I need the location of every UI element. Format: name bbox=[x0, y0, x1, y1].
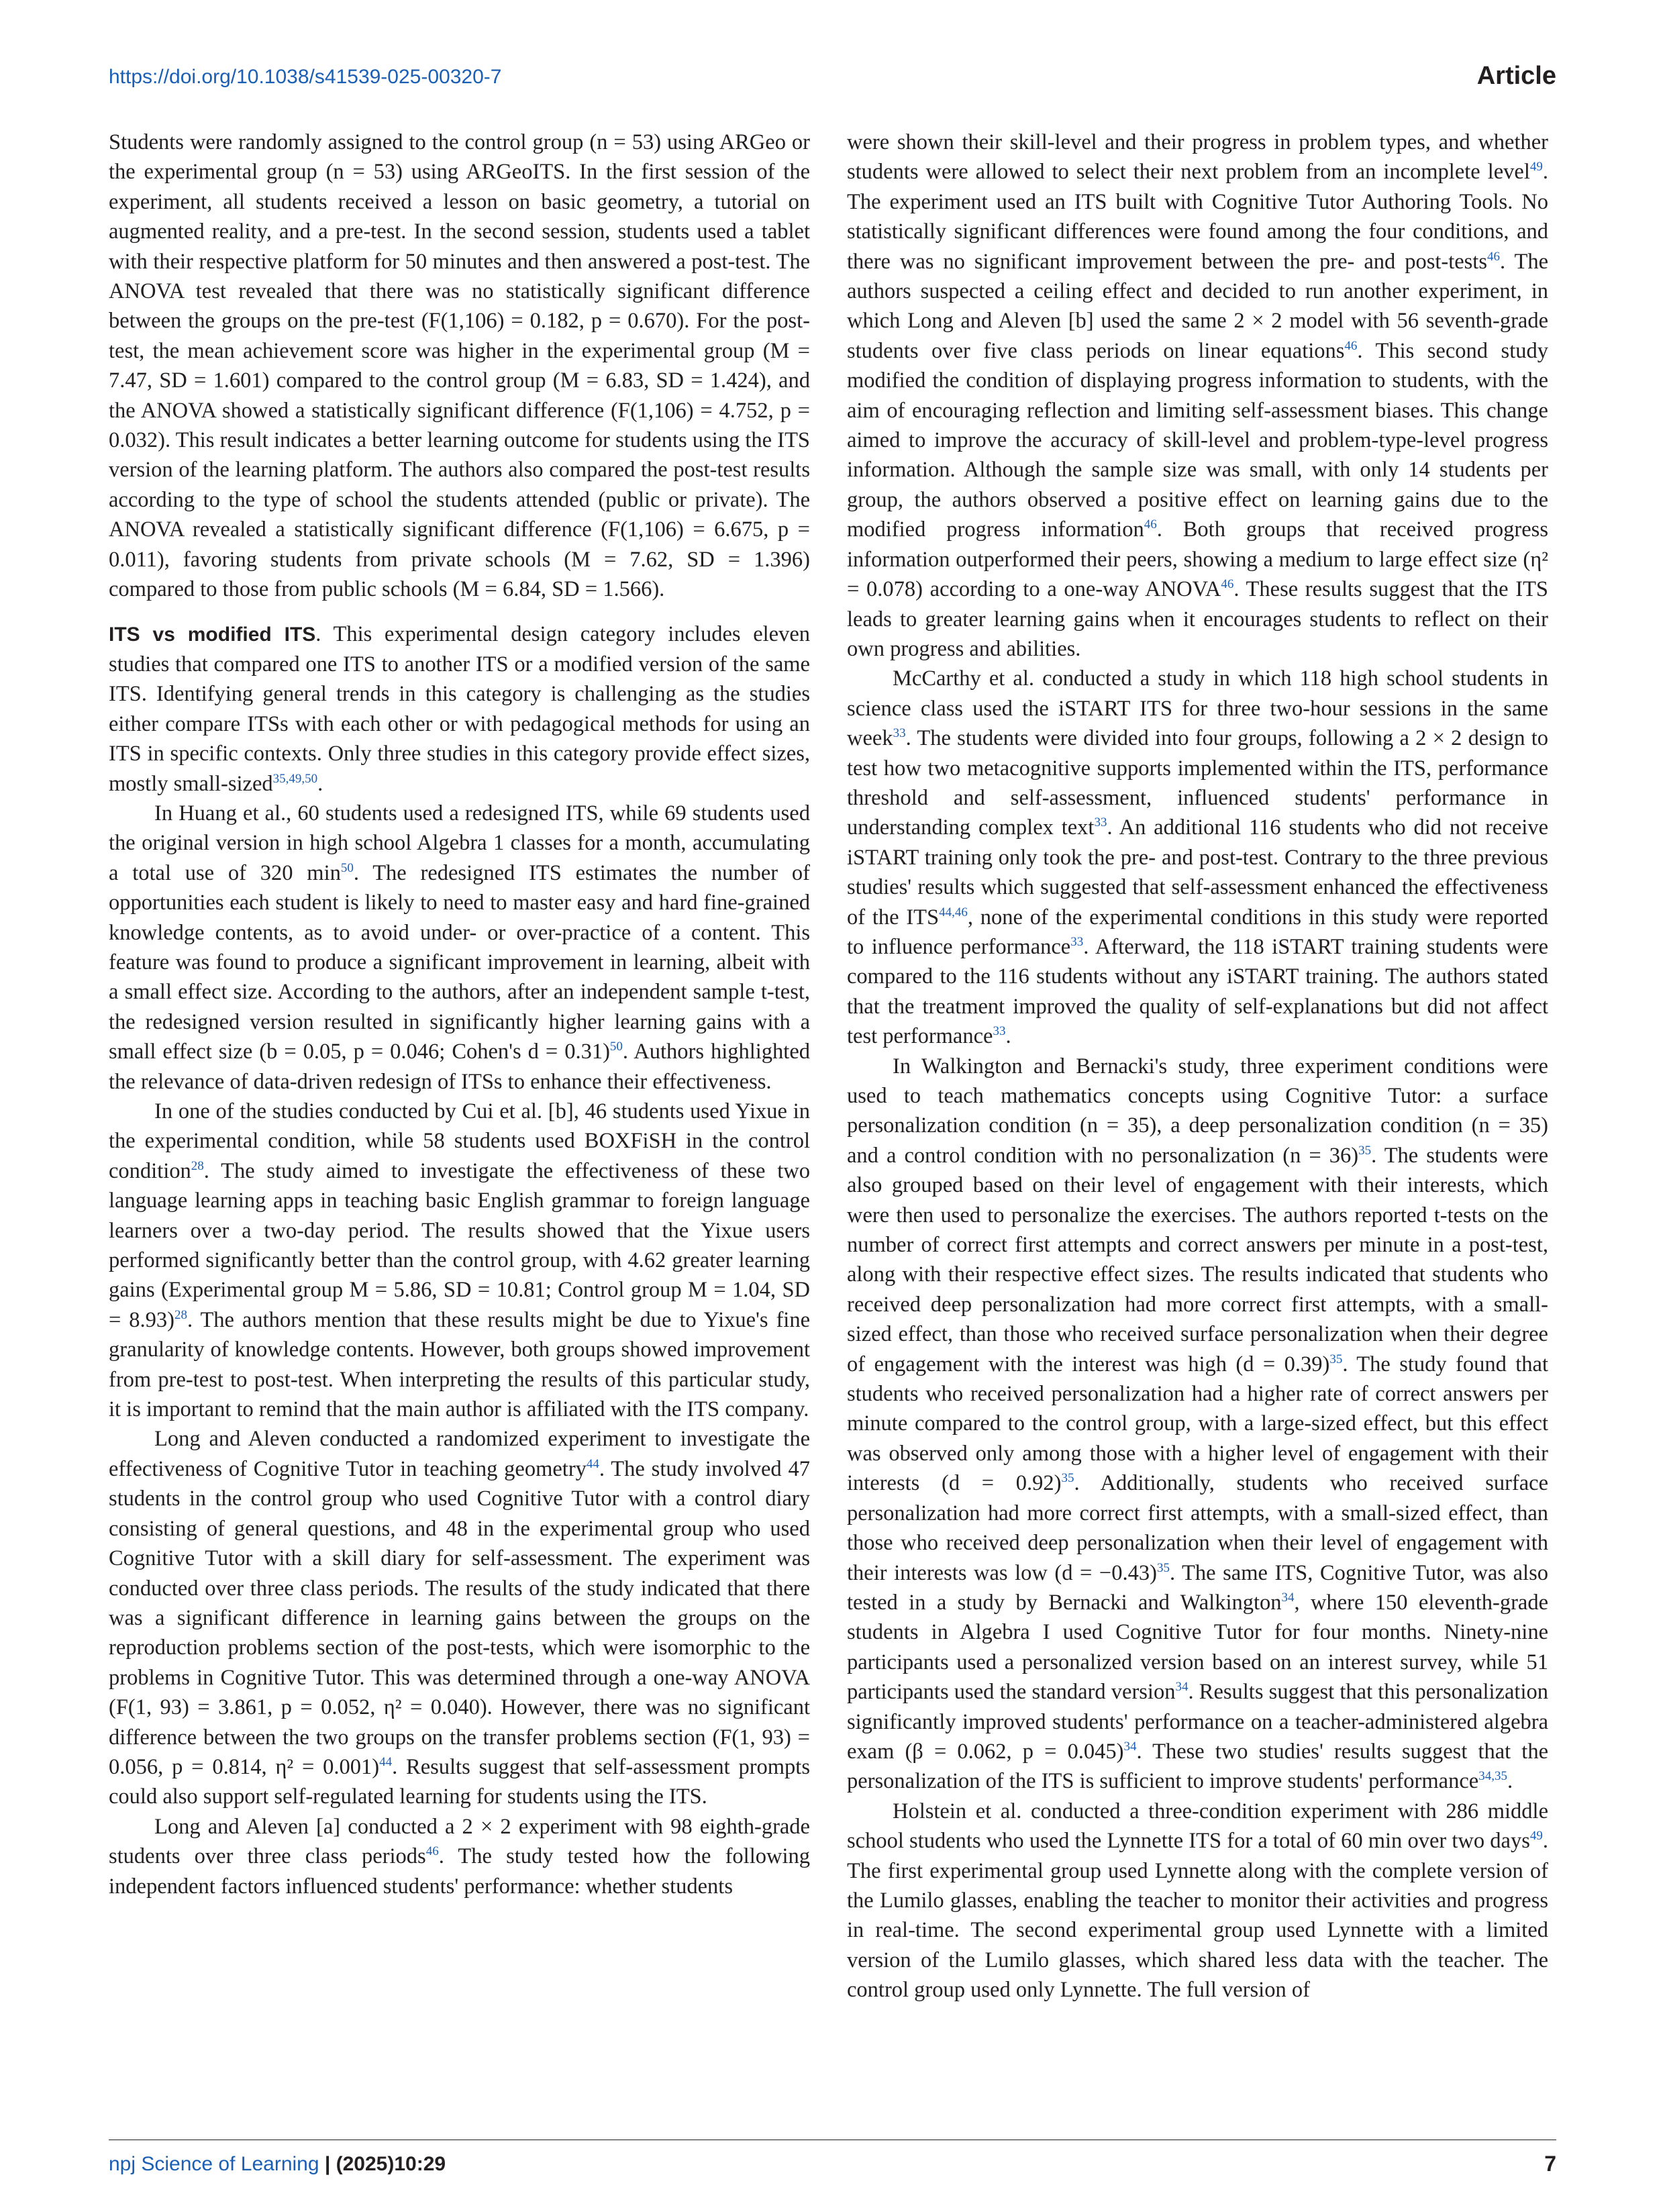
citation-ref[interactable]: 33 bbox=[1094, 815, 1107, 830]
citation-ref[interactable]: 46 bbox=[425, 1844, 439, 1859]
citation-ref[interactable]: 46 bbox=[1486, 249, 1500, 264]
page-number: 7 bbox=[1544, 2152, 1556, 2176]
citation-ref[interactable]: 33 bbox=[893, 726, 906, 741]
citation-ref[interactable]: 34 bbox=[1175, 1680, 1189, 1695]
citation-ref[interactable]: 34,35 bbox=[1478, 1769, 1507, 1784]
journal-issue: | (2025)10:29 bbox=[319, 2153, 446, 2175]
citation-ref[interactable]: 49 bbox=[1529, 160, 1543, 174]
citation-ref[interactable]: 46 bbox=[1221, 577, 1234, 592]
paragraph-long-aleven: Long and Aleven conducted a randomized experiment to investigate the effectiveness of Cognitive Tutor in teaching geometry$^{44}$. The study involved 47 students in the control group who used Cognitive Tutor with a control diary consisting of general questions, and 48 in the experimental group who used Cognitive Tutor with a skill diary for self-assessment. The experiment was conducted over three class periods. The results of the study indicated that there was a significant difference in learning gains between the groups on the reproduction problems section of the post-tests, which were isomorphic to the problems in Cognitive Tutor. This was determined through a one-way ANOVA (F(1, 93) = 3.861, p = 0.052, η² = 0.040). However, there was no significant difference between the two groups on the transfer problems section (F(1, 93) = 0.056, p = 0.814, η² = 0.001)$^{44}$. Results suggest that self-assessment prompts could also support self-regulated learning for students using the ITS. bbox=[109, 1427, 811, 1809]
citation-ref[interactable]: 44,46 bbox=[939, 905, 968, 919]
citation-ref[interactable]: 35 bbox=[1061, 1471, 1074, 1486]
citation-ref[interactable]: 50 bbox=[340, 860, 354, 875]
citation-ref[interactable]: 28 bbox=[174, 1308, 187, 1323]
paragraph-mccarthy: McCarthy et al. conducted a study in which 118 high school students in science class used the iSTART ITS for three two-hour sessions in the same week$^{33}$. The students were divided into four groups, following a 2 × 2 design to test how two metacognitive supports implemented within the ITS, performance threshold and self-assessment, influenced students' performance in understanding complex text$^{33}$. An additional 116 students who did not receive iSTART training only took the pre- and post-test. Contrary to the three previous studies' results which suggested that self-assessment enhanced the effectiveness of the ITS$^{44,46}$, none of the experimental conditions in this study were reported to influence performance$^{33}$. Afterward, the 118 iSTART training students were compared to the 116 students without any iSTART training. The authors stated that the treatment improved the quality of self-explanations but did not affect test performance$^{33}$. bbox=[847, 666, 1549, 1049]
citation-ref[interactable]: 44 bbox=[379, 1755, 393, 1770]
paragraph-walkington: In Walkington and Bernacki's study, three experiment conditions were used to teach mathematics concepts using Cognitive Tutor: a surface personalization condition (n = 35), a deep personalization condition (n = 35) and a control condition with no personalization (n = 36)$^{35}$. The students were also grouped based on their level of engagement with their interests, which were then used to personalize the exercises. The authors reported t-tests on the number of correct first attempts and correct answers per minute in a post-test, along with their respective effect sizes. The results indicated that students who received deep personalization had more correct first attempts, with a small-sized effect, than those who received surface personalization when their degree of engagement with the interest was high (d = 0.39)$^{35}$. The study found that students who received personalization had a higher rate of correct answers per minute compared to the control group, with a large-sized effect, but this effect was observed only among those with a higher level of engagement with their interests (d = 0.92)$^{35}$. Additionally, students who received surface personalization had more correct first attempts, with a small-sized effect, than those who received deep personalization when their level of engagement with their interests was low (d = −0.43)$^{35}$. The same ITS, Cognitive Tutor, was also tested in a study by Bernacki and Walkington$^{34}$, where 150 eleventh-grade students in Algebra I used Cognitive Tutor for four months. Ninety-nine participants used a personalized version based on an interest survey, while 51 participants used the standard version$^{34}$. Results suggest that this personalization significantly improved students' performance on a teacher-administered algebra exam (β = 0.062, p = 0.045)$^{34}$. These two studies' results suggest that the personalization of the ITS is sufficient to improve students' performance$^{34,35}$. bbox=[847, 1054, 1548, 1794]
citation-ref[interactable]: 34 bbox=[1123, 1740, 1137, 1754]
citation-ref[interactable]: 50 bbox=[609, 1040, 623, 1054]
citation-ref[interactable]: 46 bbox=[1144, 517, 1157, 532]
journal-citation bbox=[109, 2153, 446, 2176]
paragraph-huang: In Huang et al., 60 students used a redesigned ITS, while 69 students used the original version in high school Algebra 1 classes for a month, accumulating a total use of 320 $\min^{50}$. The redesigned ITS estimates the number of opportunities each student is likely to need to master easy and hard fine-grained knowledge contents, as to avoid under- or over-practice of a content. This feature was found to produce a significant improvement in learning, albeit with a small effect size. According to the authors, after an independent sample t-test, the redesigned version resulted in significantly higher learning gains with a small effect size (b = 0.05, p = 0.046; Cohen's d = 0.31)$^{50}$. Authors highlighted the relevance of data-driven redesign of ITSs to enhance their effectiveness. bbox=[109, 801, 810, 1094]
citation-ref[interactable]: 34 bbox=[1281, 1591, 1295, 1605]
left-column bbox=[109, 128, 810, 1901]
citation-ref[interactable]: 33 bbox=[1070, 935, 1084, 950]
paragraph-long-aleven-a: Long and Aleven [a] conducted a 2 × 2 experiment with 98 eighth-grade students over three class periods$^{46}$. The study tested how the following independent factors influenced students' performance: whether students bbox=[109, 1814, 810, 1899]
paragraph-long-aleven-cont: were shown their skill-level and their progress in problem types, and whether students were allowed to select their next problem from an incomplete level$^{49}$. The experiment used an ITS built with Cognitive Tutor Authoring Tools. No statistically significant differences were found among the four conditions, and there was no significant improvement between the pre- and post-tests$^{46}$. The authors suspected a ceiling effect and decided to run another experiment, in which Long and Aleven [b] used the same 2 × 2 model with 56 seventh-grade students over five class periods on linear equations$^{46}$. This second study modified the condition of displaying progress information to students, with the aim of encouraging reflection and limiting self-assessment biases. This change aimed to improve the accuracy of skill-level and problem-type-level progress information. Although the sample size was small, with only 14 students per group, the authors observed a positive effect on learning gains due to the modified progress information$^{46}$. Both groups that received progress information outperformed their peers, showing a medium to large effect size (η² = 0.078) according to a one-way ANOVA$^{46}$. These results suggest that the ITS leads to greater learning gains when it encourages students to reflect on their own progress and abilities. bbox=[847, 130, 1548, 661]
citation-ref[interactable]: 35,49,50 bbox=[272, 771, 318, 786]
right-column bbox=[847, 128, 1548, 2005]
paragraph-argeo-results: Students were randomly assigned to the control group (n = 53) using ARGeo or the experimental group (n = 53) using ARGeoITS. In the first session of the experiment, all students received a lesson on basic geometry, a tutorial on augmented reality, and a pre-test. In the second session, students used a tablet with their respective platform for 50 minutes and then answered a post-test. The ANOVA test revealed that there was no statistically significant difference between the groups on the pre-test (F(1,106) = 0.182, p = 0.670). For the post-test, the mean achievement score was higher in the experimental group (M = 7.47, SD = 1.601) compared to the control group (M = 6.83, SD = 1.424), and the ANOVA showed a statistically significant difference (F(1,106) = 4.752, p = 0.032). This result indicates a better learning outcome for students using the ITS version of the learning platform. The authors also compared the post-test results according to the type of school the students attended (public or private). The ANOVA revealed a statistically significant difference (F(1,106) = 6.675, p = 0.011), favoring students from private schools (M = 7.62, SD = 1.396) compared to those from public schools (M = 6.84, SD = 1.566). bbox=[109, 130, 810, 602]
paragraph-its-vs-modified: ITS vs modified ITS. This experimental design category includes eleven studies that compared one ITS to another ITS or a modified version of the same ITS. Identifying general trends in this category is challenging as the studies either compare ITSs with each other or with pedagogical methods for using an ITS in specific contexts. Only three studies in this category provide effect sizes, mostly small-sized$^{35,49,50}$. bbox=[109, 621, 810, 796]
citation-ref[interactable]: 33 bbox=[993, 1024, 1006, 1039]
citation-ref[interactable]: 35 bbox=[1156, 1560, 1170, 1575]
citation-ref[interactable]: 49 bbox=[1529, 1829, 1543, 1844]
subsection-heading: ITS vs modified ITS bbox=[109, 623, 316, 646]
citation-ref[interactable]: 35 bbox=[1329, 1352, 1343, 1366]
doi-link[interactable]: https://doi.org/10.1038/s41539-025-00320-7 bbox=[109, 66, 502, 88]
journal-name[interactable]: npj Science of Learning bbox=[109, 2153, 319, 2175]
citation-ref[interactable]: 46 bbox=[1344, 339, 1358, 354]
citation-ref[interactable]: 28 bbox=[191, 1158, 204, 1173]
citation-ref[interactable]: 35 bbox=[1358, 1143, 1372, 1158]
paragraph-cui: In one of the studies conducted by Cui et al. [b], 46 students used Yixue in the experimental condition, while 58 students used BOXFiSH in the control condition$^{28}$. The study aimed to investigate the effectiveness of these two language learning apps in teaching basic English grammar to foreign language learners over a two-day period. The results showed that the Yixue users performed significantly better than the control group, with 4.62 greater learning gains (Experimental group M = 5.86, SD = 10.81; Control group M = 1.04, SD = 8.93)$^{28}$. The authors mention that these results might be due to Yixue's fine granularity of knowledge contents. However, both groups showed improvement from pre-test to post-test. When interpreting the results of this particular study, it is important to remind that the main author is affiliated with the ITS company. bbox=[109, 1099, 810, 1422]
citation-ref[interactable]: 44 bbox=[586, 1457, 599, 1472]
paragraph-holstein: Holstein et al. conducted a three-condition experiment with 286 middle school students who used the Lynnette ITS for a total of 60 min over two days$^{49}$. The first experimental group used Lynnette along with the complete version of the Lumilo glasses, enabling the teacher to monitor their activities and progress in real-time. The second experimental group used Lynnette with a limited version of the Lumilo glasses, which shared less data with the teacher. The control group used only Lynnette. The full version of bbox=[847, 1799, 1548, 2003]
section-label: Article bbox=[1476, 62, 1556, 90]
